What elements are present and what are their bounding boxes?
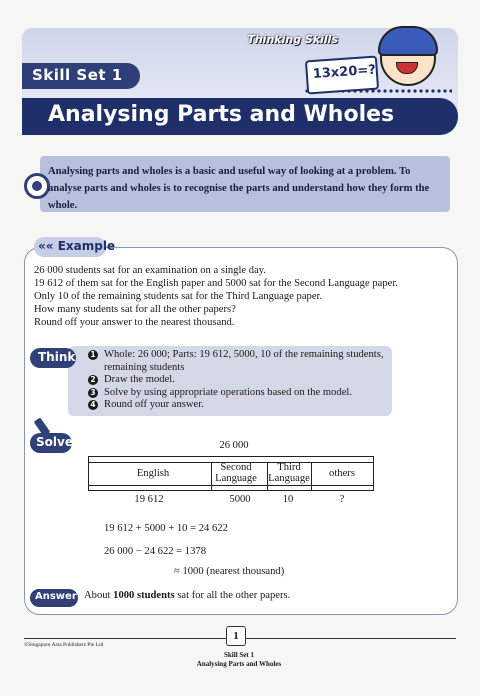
example-label	[38, 239, 115, 253]
math-board-text: 13x20=?	[312, 62, 377, 83]
segment-others: others	[329, 468, 355, 479]
answer-badge	[30, 589, 78, 607]
value-second-language: 5000	[229, 494, 251, 505]
think-item-text: Draw the model.	[104, 374, 175, 385]
value-english: 19 612	[134, 494, 164, 505]
problem-statement	[34, 264, 444, 329]
think-list	[88, 349, 388, 412]
copyright: ©Singapore Asia Publishers Pte Ltd	[24, 642, 104, 648]
calculation-line: 19 612 + 5000 + 10 = 24 622	[104, 523, 228, 534]
math-board-illustration	[305, 56, 379, 95]
title-bar	[22, 98, 458, 135]
value-third-language: 10	[282, 494, 294, 505]
footer-skill-set: Skill Set 1	[224, 651, 254, 659]
example-label-text: Example	[57, 239, 116, 253]
calculation-line: ≈ 1000 (nearest thousand)	[174, 566, 285, 577]
problem-line: 19 612 of them sat for the English paper and 5000 sat for the Second Language paper.	[34, 278, 398, 289]
think-item	[88, 374, 388, 387]
segment-english: English	[136, 468, 170, 479]
bullet-circle-icon	[24, 173, 50, 199]
problem-line: How many students sat for all the other papers?	[34, 304, 236, 315]
segment-second-language: Second Language	[215, 462, 257, 484]
think-badge	[30, 348, 76, 368]
step-number: 2	[88, 375, 98, 385]
calculation-line: 26 000 − 24 622 = 1378	[104, 546, 206, 557]
solve-badge	[30, 433, 72, 453]
think-label: Think	[38, 350, 76, 364]
double-chevron-icon: ««	[38, 239, 58, 253]
page-title: Analysing Parts and Wholes	[48, 102, 395, 127]
english-brace	[88, 485, 212, 491]
solve-label: Solve	[36, 435, 73, 449]
answer-bold: 1000 students	[113, 590, 175, 601]
problem-line: 26 000 students sat for an examination on a single day.	[34, 265, 267, 276]
think-item	[88, 399, 388, 412]
bar-model	[80, 438, 400, 518]
third-language-brace	[267, 485, 312, 491]
step-number: 4	[88, 400, 98, 410]
think-item-text: Solve by using appropriate operations based on the model.	[104, 386, 353, 398]
think-item	[88, 387, 388, 400]
second-language-brace	[211, 485, 268, 491]
problem-line: Only 10 of the remaining students sat for the Third Language paper.	[34, 291, 323, 302]
think-item	[88, 349, 388, 374]
page-number: 1	[226, 626, 246, 646]
answer-suffix: sat for all the other papers.	[177, 590, 291, 601]
skill-set-pill	[22, 63, 140, 89]
think-item-text: Round off your answer.	[104, 399, 204, 410]
segment-third-language: Third Language	[268, 462, 310, 484]
thinking-skills-banner: Thinking Skills	[247, 33, 338, 46]
model-total: 26 000	[219, 440, 249, 451]
problem-line: Round off your answer to the nearest thousand.	[34, 317, 235, 328]
others-brace	[311, 485, 374, 491]
answer-text	[84, 590, 290, 601]
step-number: 1	[88, 350, 98, 360]
answer-label: Answer	[35, 591, 77, 602]
answer-prefix: About	[84, 590, 111, 601]
value-others: ?	[339, 494, 345, 505]
footer-title: Analysing Parts and Wholes	[196, 660, 282, 668]
think-item-text: Whole: 26 000; Parts: 19 612, 5000, 10 of the remaining students, remaining students	[104, 349, 384, 373]
skill-set-label: Skill Set 1	[32, 66, 123, 84]
chapter-header	[22, 28, 458, 153]
step-number: 3	[88, 388, 98, 398]
intro-text: Analysing parts and wholes is a basic and useful way of looking at a problem. To analyse parts and wholes is to recognise the parts and understand how they form the whole.	[48, 166, 430, 211]
